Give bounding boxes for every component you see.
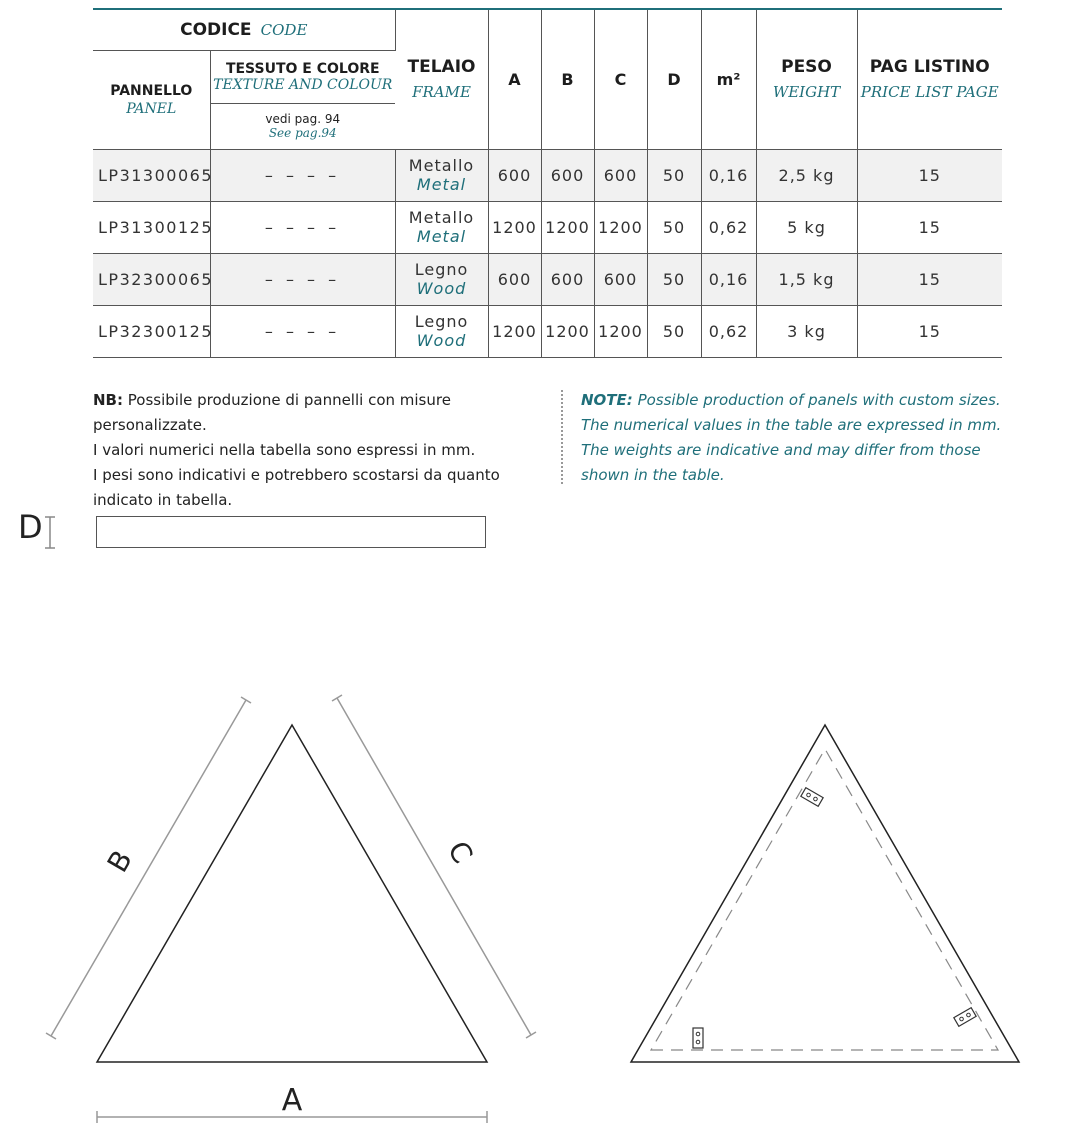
- row-frame: Metallo Metal: [395, 201, 488, 253]
- frame-header: TELAIO FRAME: [395, 9, 488, 149]
- notes-english: NOTE: Possible production of panels with custom sizes. The numerical values in the table are expressed in mm. The weights are indicative and may differ from those shown in the table.: [581, 391, 1002, 484]
- row-m2: 0,62: [701, 305, 756, 357]
- row-c: 1200: [594, 201, 647, 253]
- row-a: 600: [488, 253, 541, 305]
- texture-header: TESSUTO E COLORE TEXTURE AND COLOUR: [210, 50, 395, 103]
- row-a: 1200: [488, 305, 541, 357]
- row-m2: 0,62: [701, 201, 756, 253]
- dimension-label-c: C: [441, 835, 480, 869]
- thickness-label: D: [18, 508, 43, 546]
- row-a: 1200: [488, 201, 541, 253]
- row-weight: 5 kg: [756, 201, 857, 253]
- texture-see-page: vedi pag. 94 See pag.94: [210, 103, 395, 149]
- row-weight: 2,5 kg: [756, 149, 857, 201]
- row-texture: – – – –: [210, 253, 395, 305]
- row-code: LP32300125: [93, 305, 210, 357]
- row-m2: 0,16: [701, 253, 756, 305]
- dimension-label-b: B: [100, 844, 139, 878]
- panel-back-inner-dashed: [651, 749, 998, 1050]
- row-weight: 3 kg: [756, 305, 857, 357]
- row-b: 1200: [541, 201, 594, 253]
- row-texture: – – – –: [210, 305, 395, 357]
- row-a: 600: [488, 149, 541, 201]
- row-b: 600: [541, 149, 594, 201]
- col-a-header: A: [488, 9, 541, 149]
- row-frame: Metallo Metal: [395, 149, 488, 201]
- col-m2-header: m²: [701, 9, 756, 149]
- col-d-header: D: [647, 9, 701, 149]
- row-frame: Legno Wood: [395, 253, 488, 305]
- row-frame: Legno Wood: [395, 305, 488, 357]
- row-texture: – – – –: [210, 201, 395, 253]
- panel-header: PANNELLO PANEL: [93, 50, 210, 149]
- row-b: 1200: [541, 305, 594, 357]
- row-c: 1200: [594, 305, 647, 357]
- price-page-header: PAG LISTINO PRICE LIST PAGE: [857, 9, 1002, 149]
- row-texture: – – – –: [210, 149, 395, 201]
- row-page: 15: [857, 305, 1002, 357]
- row-code: LP31300125: [93, 201, 210, 253]
- row-page: 15: [857, 149, 1002, 201]
- row-code: LP31300065: [93, 149, 210, 201]
- dimension-label-a: A: [281, 1083, 303, 1118]
- dimension-line-b: [46, 697, 251, 1039]
- col-b-header: B: [541, 9, 594, 149]
- row-d: 50: [647, 201, 701, 253]
- notes-italian: NB: Possibile produzione di pannelli con misure personalizzate. I valori numerici nella tabella sono espressi in mm. I pesi sono indicativi e potrebbero scostarsi da quanto indicato in tabella.: [93, 391, 500, 509]
- row-c: 600: [594, 149, 647, 201]
- code-header: CODICE CODE: [93, 9, 395, 50]
- bracket-icon: [801, 788, 823, 807]
- col-c-header: C: [594, 9, 647, 149]
- dimension-line-c: [332, 695, 536, 1038]
- row-code: LP32300065: [93, 253, 210, 305]
- row-m2: 0,16: [701, 149, 756, 201]
- row-weight: 1,5 kg: [756, 253, 857, 305]
- row-d: 50: [647, 149, 701, 201]
- bracket-icon: [954, 1008, 976, 1027]
- thickness-dimension-marker: [45, 517, 55, 548]
- row-page: 15: [857, 201, 1002, 253]
- row-d: 50: [647, 253, 701, 305]
- panel-back-triangle: [631, 725, 1019, 1062]
- panel-front-triangle: [97, 725, 487, 1062]
- weight-header: PESO WEIGHT: [756, 9, 857, 149]
- row-c: 600: [594, 253, 647, 305]
- row-b: 600: [541, 253, 594, 305]
- row-page: 15: [857, 253, 1002, 305]
- row-d: 50: [647, 305, 701, 357]
- bracket-icon: [693, 1028, 703, 1048]
